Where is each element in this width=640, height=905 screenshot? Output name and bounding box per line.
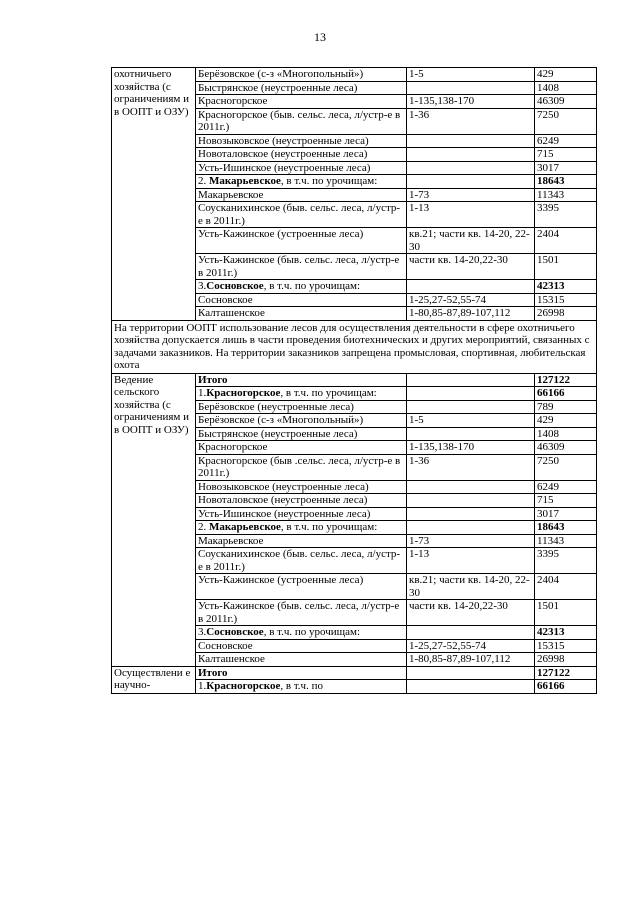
tract-name: Новоталовское (неустроенные леса): [196, 494, 407, 508]
quarters: [407, 161, 535, 175]
group-prefix: 1.: [198, 387, 207, 399]
tract-name: Сосновское: [196, 639, 407, 653]
quarters: 1-25,27-52,55-74: [407, 639, 535, 653]
area: 6249: [535, 134, 597, 148]
page-number: 13: [314, 30, 326, 44]
group-suffix: , в т.ч. по урочищам:: [280, 521, 378, 533]
quarters: 1-5: [407, 414, 535, 428]
quarters: [407, 507, 535, 521]
group-suffix: , в т.ч. по урочищам:: [280, 387, 377, 399]
tract-name: Новоталовское (неустроенные леса): [196, 148, 407, 162]
quarters: [407, 626, 535, 640]
group-area: 18643: [535, 521, 597, 535]
area: 26998: [535, 307, 597, 321]
area: 3017: [535, 507, 597, 521]
tract-name: Усть-Кажинское (быв. сельс. леса, л/устр-е в 2011г.): [196, 600, 407, 626]
group-suffix: , в т.ч. по урочищам:: [263, 280, 361, 292]
quarters: 1-13: [407, 548, 535, 574]
area: 2404: [535, 574, 597, 600]
total-row: [112, 373, 597, 387]
quarters: [407, 680, 535, 694]
tract-name: Быстрянское (неустроенные леса): [196, 81, 407, 95]
area: 3017: [535, 161, 597, 175]
group-prefix: 1.: [198, 680, 207, 692]
quarters: 1-73: [407, 534, 535, 548]
group-area: 42313: [535, 626, 597, 640]
group-prefix: 3.: [198, 626, 207, 638]
quarters: [407, 81, 535, 95]
group-name: [196, 175, 407, 189]
group-name: [196, 387, 407, 401]
total-label: Итого: [196, 666, 407, 680]
group-suffix: , в т.ч. по урочищам:: [263, 626, 361, 638]
quarters: 1-135,138-170: [407, 95, 535, 109]
category-research: Осуществлени е научно-: [112, 666, 196, 693]
tract-name: Красногорское (быв .сельс. леса, л/устр-е в 2011г.): [196, 454, 407, 480]
area: 1408: [535, 427, 597, 441]
quarters: 1-80,85-87,89-107,112: [407, 307, 535, 321]
quarters: [407, 280, 535, 294]
quarters: [407, 666, 535, 680]
group-prefix: 2.: [198, 175, 209, 187]
group-title: Сосновское: [206, 626, 264, 638]
area: 6249: [535, 480, 597, 494]
area: 46309: [535, 95, 597, 109]
quarters: [407, 148, 535, 162]
group-suffix: , в т.ч. по урочищам:: [280, 175, 378, 187]
tract-name: Берёзовское (неустроенные леса): [196, 400, 407, 414]
tract-name: Красногорское (быв. сельс. леса, л/устр-е в 2011г.): [196, 108, 407, 134]
group-area: 66166: [535, 680, 597, 694]
note-text: На территории ООПТ использование лесов для осуществления деятельности в сфере охотничьего хозяйства допускается лишь в части проведения биотехнических и других мероприятий, связанных с задачами заказников. На территории заказников запрещена промысловая, спортивная, любительская охота: [112, 320, 597, 373]
tract-name: Берёзовское (с-з «Многопольный»): [196, 414, 407, 428]
quarters: [407, 175, 535, 189]
tract-name: Красногорское: [196, 441, 407, 455]
quarters: кв.21; части кв. 14-20, 22-30: [407, 228, 535, 254]
table-row: [112, 68, 597, 82]
quarters: 1-5: [407, 68, 535, 82]
quarters: [407, 387, 535, 401]
group-title: Красногорское: [206, 680, 281, 692]
total-label: Итого: [196, 373, 407, 387]
group-name: [196, 521, 407, 535]
tract-name: Макарьевское: [196, 534, 407, 548]
total-area: 127122: [535, 666, 597, 680]
tract-name: Соусканихинское (быв. сельс. леса, л/устр-е в 2011г.): [196, 202, 407, 228]
area: 2404: [535, 228, 597, 254]
quarters: 1-36: [407, 454, 535, 480]
group-title: Красногорское: [206, 387, 281, 399]
quarters: [407, 521, 535, 535]
quarters: части кв. 14-20,22-30: [407, 254, 535, 280]
group-name: [196, 626, 407, 640]
tract-name: Усть-Ишинское (неустроенные леса): [196, 507, 407, 521]
area: 715: [535, 148, 597, 162]
quarters: [407, 373, 535, 387]
area: 7250: [535, 454, 597, 480]
quarters: 1-135,138-170: [407, 441, 535, 455]
category-hunting: охотничьего хозяйства (с ограничениям и в ООПТ и ОЗУ): [112, 68, 196, 321]
tract-name: Новозыковское (неустроенные леса): [196, 134, 407, 148]
tract-name: Усть-Кажинское (быв. сельс. леса, л/устр-е в 2011г.): [196, 254, 407, 280]
area: 11343: [535, 188, 597, 202]
tract-name: Сосновское: [196, 293, 407, 307]
area: 3395: [535, 548, 597, 574]
group-area: 42313: [535, 280, 597, 294]
total-row: [112, 666, 597, 680]
quarters: 1-13: [407, 202, 535, 228]
quarters: [407, 494, 535, 508]
area: 15315: [535, 639, 597, 653]
group-prefix: 2.: [198, 521, 209, 533]
forest-use-table: [111, 67, 597, 694]
quarters: 1-73: [407, 188, 535, 202]
group-title: Макарьевское: [209, 521, 281, 533]
tract-name: Соусканихинское (быв. сельс. леса, л/устр-е в 2011г.): [196, 548, 407, 574]
area: 715: [535, 494, 597, 508]
area: 46309: [535, 441, 597, 455]
total-area: 127122: [535, 373, 597, 387]
group-prefix: 3.: [198, 280, 207, 292]
area: 429: [535, 68, 597, 82]
tract-name: Усть-Кажинское (устроенные леса): [196, 574, 407, 600]
note-row: [112, 320, 597, 373]
group-area: 18643: [535, 175, 597, 189]
group-area: 66166: [535, 387, 597, 401]
group-title: Макарьевское: [209, 175, 281, 187]
area: 3395: [535, 202, 597, 228]
quarters: [407, 480, 535, 494]
tract-name: Берёзовское (с-з «Многопольный»): [196, 68, 407, 82]
tract-name: Усть-Кажинское (устроенные леса): [196, 228, 407, 254]
quarters: [407, 427, 535, 441]
tract-name: Калташенское: [196, 653, 407, 667]
area: 789: [535, 400, 597, 414]
quarters: 1-36: [407, 108, 535, 134]
tract-name: Калташенское: [196, 307, 407, 321]
group-name: [196, 280, 407, 294]
area: 1408: [535, 81, 597, 95]
quarters: 1-25,27-52,55-74: [407, 293, 535, 307]
area: 7250: [535, 108, 597, 134]
area: 1501: [535, 600, 597, 626]
tract-name: Новозыковское (неустроенные леса): [196, 480, 407, 494]
group-title: Сосновское: [206, 280, 264, 292]
tract-name: Усть-Ишинское (неустроенные леса): [196, 161, 407, 175]
area: 429: [535, 414, 597, 428]
category-agriculture: Ведение сельского хозяйства (с ограничениям и в ООПТ и ОЗУ): [112, 373, 196, 666]
quarters: кв.21; части кв. 14-20, 22-30: [407, 574, 535, 600]
quarters: [407, 134, 535, 148]
group-name: [196, 680, 407, 694]
area: 26998: [535, 653, 597, 667]
tract-name: Красногорское: [196, 95, 407, 109]
quarters: [407, 400, 535, 414]
area: 11343: [535, 534, 597, 548]
tract-name: Быстрянское (неустроенные леса): [196, 427, 407, 441]
group-suffix: , в т.ч. по: [280, 680, 323, 692]
quarters: 1-80,85-87,89-107,112: [407, 653, 535, 667]
tract-name: Макарьевское: [196, 188, 407, 202]
area: 15315: [535, 293, 597, 307]
area: 1501: [535, 254, 597, 280]
quarters: части кв. 14-20,22-30: [407, 600, 535, 626]
